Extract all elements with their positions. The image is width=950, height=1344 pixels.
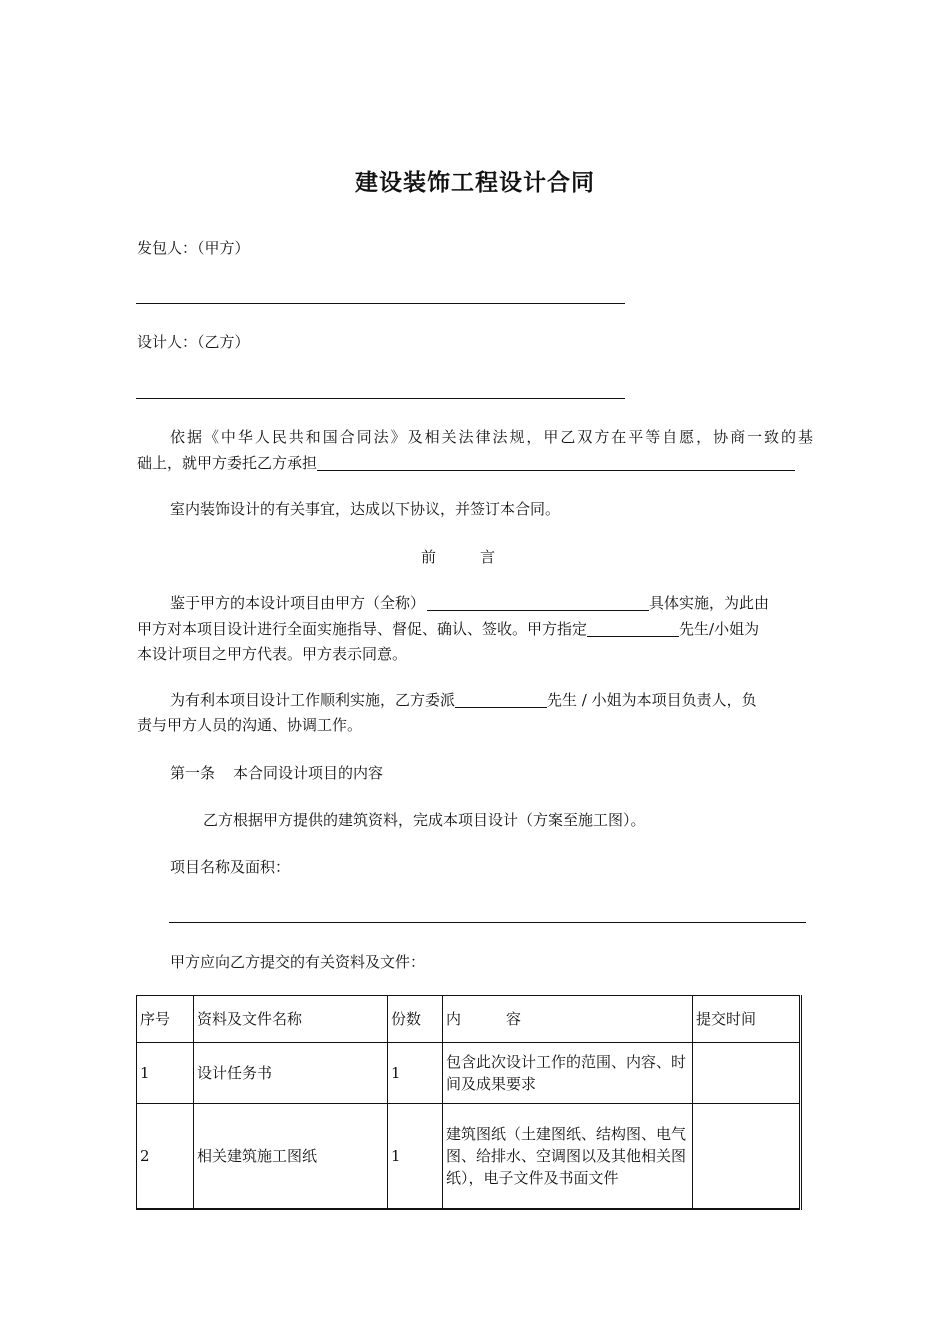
documents-table xyxy=(136,995,802,1210)
table-header-row xyxy=(137,996,801,1043)
cell-content: 建筑图纸（土建图纸、结构图、电气图、给排水、空调图以及其他相关图纸），电子文件及书面文件 xyxy=(443,1104,693,1210)
cell-content: 包含此次设计工作的范围、内容、时间及成果要求 xyxy=(443,1043,693,1104)
header-copies: 份数 xyxy=(388,996,443,1043)
party-a-rep-blank xyxy=(587,620,679,637)
project-label: 项目名称及面积： xyxy=(170,858,291,876)
party-b-line1-tail: 先生 / 小姐为本项目负责人，负 xyxy=(547,691,757,709)
preface-heading xyxy=(421,546,495,568)
project-name-blank xyxy=(169,922,806,923)
cell-seq: 2 xyxy=(137,1104,194,1210)
party-a-line2-tail: 先生/小姐为 xyxy=(679,620,760,638)
designer-name-blank xyxy=(136,398,625,399)
party-a-line2-text: 甲方对本项目设计进行全面实施指导、督促、确认、签收。甲方指定 xyxy=(137,620,588,638)
article-1-title: 本合同设计项目的内容 xyxy=(233,764,384,782)
scope-blank xyxy=(317,454,795,471)
basis-paragraph-line1: 依据《中华人民共和国合同法》及相关法律法规，甲乙双方在平等自愿，协商一致的基 xyxy=(170,428,813,446)
preface-char-1: 前 xyxy=(421,548,437,566)
party-b-line1 xyxy=(170,689,757,711)
party-b-line2: 责与甲方人员的沟通、协调工作。 xyxy=(137,716,363,734)
cell-doc-name: 相关建筑施工图纸 xyxy=(194,1104,388,1210)
matters-paragraph: 室内装饰设计的有关事宜，达成以下协议，并签订本合同。 xyxy=(170,500,561,518)
table-row xyxy=(137,1104,801,1210)
article-1-body: 乙方根据甲方提供的建筑资料，完成本项目设计（方案至施工图）。 xyxy=(203,811,646,829)
header-content: 内 容 xyxy=(443,996,693,1043)
party-a-line2 xyxy=(137,618,759,640)
cell-submit-time xyxy=(693,1104,801,1210)
party-b-line1-text: 为有利本项目设计工作顺利实施，乙方委派 xyxy=(170,691,456,709)
party-a-line1-text: 鉴于甲方的本设计项目由甲方（全称） xyxy=(170,594,426,612)
designer-label: 设计人：（乙方） xyxy=(137,333,250,351)
header-seq: 序号 xyxy=(137,996,194,1043)
basis-paragraph-line2 xyxy=(137,452,795,474)
cell-submit-time xyxy=(693,1043,801,1104)
cell-copies: 1 xyxy=(388,1104,443,1210)
table-row xyxy=(137,1043,801,1104)
client-name-blank xyxy=(136,303,625,304)
party-a-fullname-blank xyxy=(427,594,649,611)
party-a-line1 xyxy=(170,592,769,614)
docs-intro: 甲方应向乙方提交的有关资料及文件： xyxy=(170,953,426,971)
basis-paragraph-text: 础上，就甲方委托乙方承担 xyxy=(137,454,318,472)
page-title: 建设装饰工程设计合同 xyxy=(355,170,595,196)
article-1-number: 第一条 xyxy=(170,764,216,782)
party-a-line3: 本设计项目之甲方代表。甲方表示同意。 xyxy=(137,645,408,663)
preface-char-2: 言 xyxy=(480,548,496,566)
header-doc-name: 资料及文件名称 xyxy=(194,996,388,1043)
cell-doc-name: 设计任务书 xyxy=(194,1043,388,1104)
cell-copies: 1 xyxy=(388,1043,443,1104)
client-label: 发包人：（甲方） xyxy=(137,239,250,257)
cell-seq: 1 xyxy=(137,1043,194,1104)
party-b-rep-blank xyxy=(455,691,547,708)
article-1-heading xyxy=(170,762,383,784)
party-a-line1-tail: 具体实施，为此由 xyxy=(649,594,770,612)
header-submit-time: 提交时间 xyxy=(693,996,801,1043)
